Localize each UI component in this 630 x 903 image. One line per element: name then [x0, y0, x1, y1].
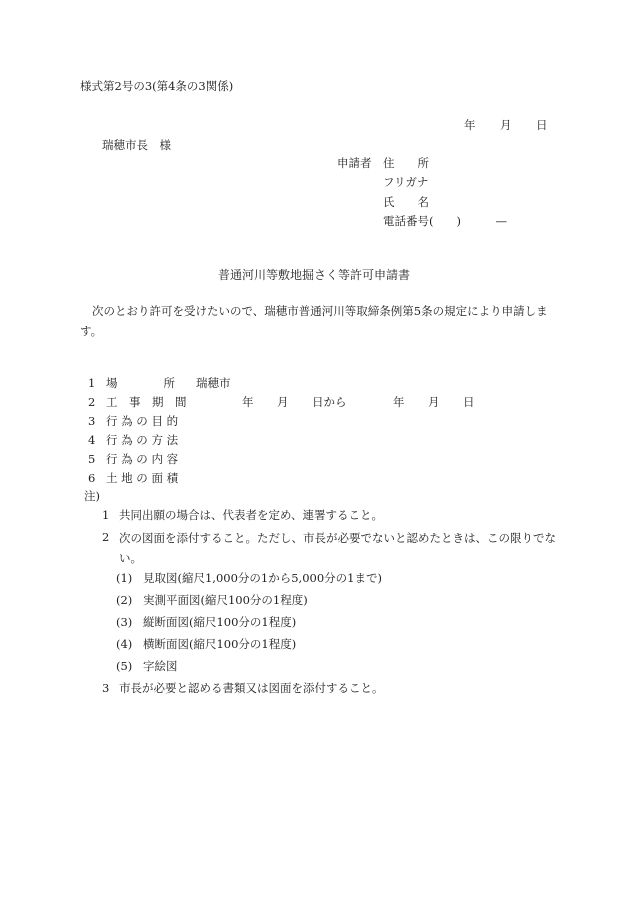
- date-day-label: 日: [536, 118, 548, 132]
- document-title: 普通河川等敷地掘さく等許可申請書: [218, 268, 411, 282]
- attachment-longitudinal-section: 縦断面図(縮尺100分の1程度): [143, 615, 297, 629]
- date-year-label: 年: [464, 118, 476, 132]
- period-end-day: 日: [463, 395, 475, 409]
- date-month-label: 月: [500, 118, 512, 132]
- item-label-purpose: 行 為 の 目 的: [106, 414, 179, 428]
- note-number: 3: [102, 681, 110, 695]
- notes-heading: 注): [84, 489, 100, 503]
- attachment-number: (3): [116, 615, 133, 629]
- attachment-cadastral-map: 字絵図: [143, 659, 178, 673]
- item-label-area: 土 地 の 面 積: [106, 471, 179, 485]
- item-number: 4: [88, 433, 96, 447]
- item-number: 2: [88, 395, 96, 409]
- item-value-location: 瑞穂市: [196, 376, 231, 390]
- attachment-number: (1): [116, 571, 133, 585]
- applicant-phone-label: 電話番号( ) —: [383, 214, 507, 228]
- applicant-name-label: 氏 名: [383, 195, 429, 209]
- period-start-year: 年: [242, 395, 254, 409]
- note-1-text: 共同出願の場合は、代表者を定め、連署すること。: [119, 508, 384, 522]
- form-number: 様式第2号の3(第4条の3関係): [80, 79, 234, 93]
- item-number: 1: [88, 376, 96, 390]
- applicant-furigana-label: フリガナ: [383, 175, 429, 189]
- item-number: 3: [88, 414, 96, 428]
- attachment-sketch-map: 見取図(縮尺1,000分の1から5,000分の1まで): [143, 571, 382, 585]
- item-label-period: 工 事 期 間: [106, 395, 187, 409]
- attachment-survey-plan: 実測平面図(縮尺100分の1程度): [143, 593, 308, 607]
- period-end-year: 年: [393, 395, 405, 409]
- note-3-text: 市長が必要と認める書類又は図面を添付すること。: [119, 681, 384, 695]
- intro-paragraph: 次のとおり許可を受けたいので、瑞穂市普通河川等取締条例第5条の規定により申請します。: [80, 304, 548, 338]
- note-number: 1: [102, 508, 110, 522]
- note-number: 2: [102, 530, 110, 544]
- item-number: 5: [88, 452, 96, 466]
- addressee: 瑞穂市長 様: [102, 138, 171, 152]
- item-label-content: 行 為 の 内 容: [106, 452, 179, 466]
- item-label-method: 行 為 の 方 法: [106, 433, 179, 447]
- attachment-number: (5): [116, 659, 133, 673]
- attachment-number: (4): [116, 637, 133, 651]
- applicant-address-label: 住 所: [383, 156, 429, 170]
- period-start-day: 日から: [312, 395, 347, 409]
- period-end-month: 月: [428, 395, 440, 409]
- item-number: 6: [88, 471, 96, 485]
- attachment-cross-section: 横断面図(縮尺100分の1程度): [143, 637, 297, 651]
- attachment-number: (2): [116, 593, 133, 607]
- period-start-month: 月: [277, 395, 289, 409]
- applicant-label: 申請者: [337, 156, 372, 170]
- item-label-location: 場 所: [106, 376, 175, 390]
- note-2-text: 次の図面を添付すること。ただし、市長が必要でないと認めたときは、この限りでない。: [119, 531, 556, 565]
